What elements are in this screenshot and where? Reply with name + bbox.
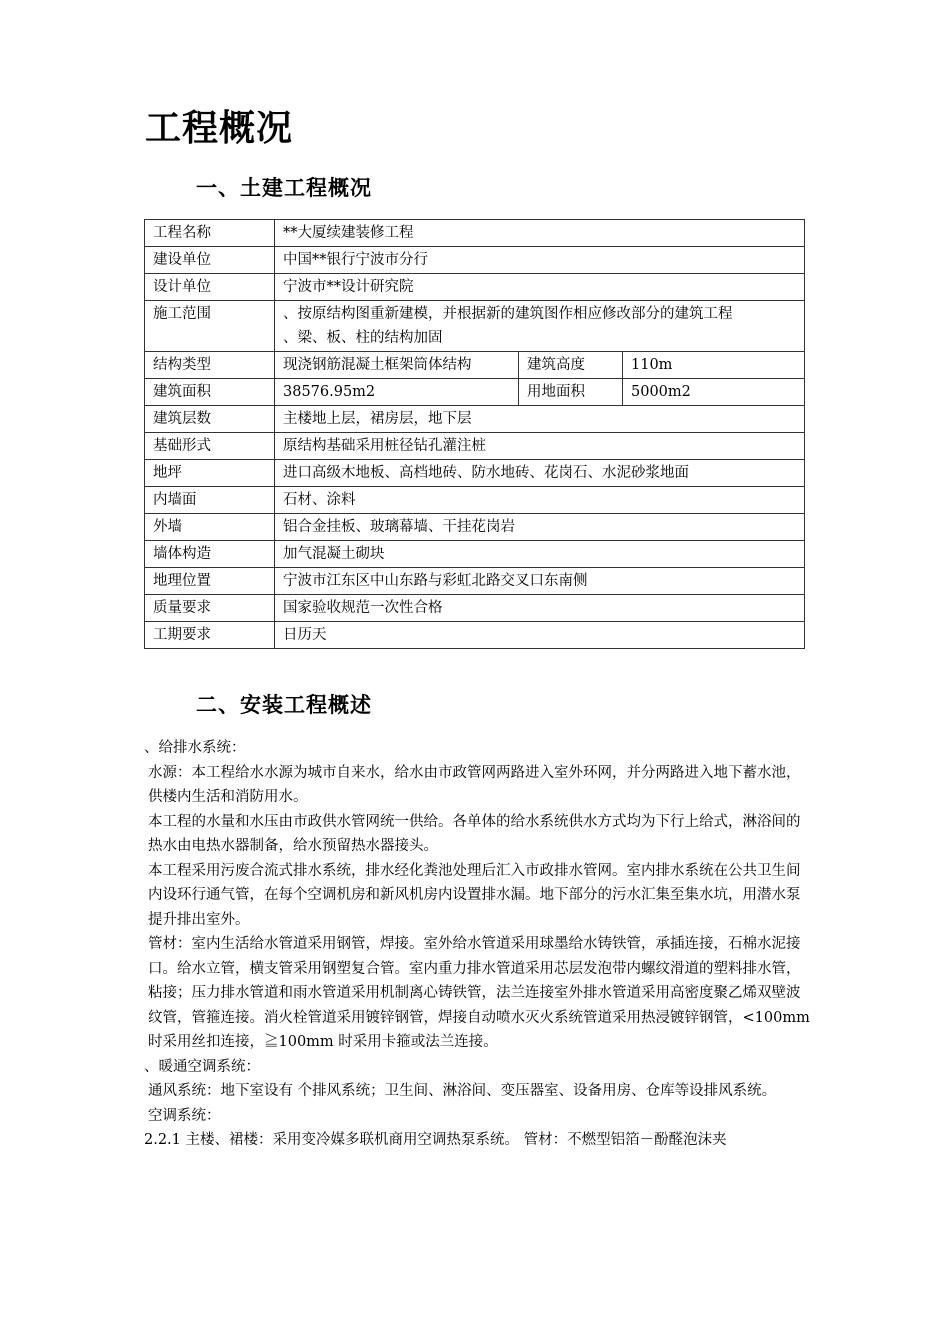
- table-label: 施工范围: [145, 301, 275, 352]
- table-value: 石材、涂料: [275, 487, 805, 514]
- table-value: 中国**银行宁波市分行: [275, 247, 805, 274]
- table-label: 内墙面: [145, 487, 275, 514]
- table-label: 工程名称: [145, 220, 275, 247]
- table-label: 地坪: [145, 460, 275, 487]
- table-label: 设计单位: [145, 274, 275, 301]
- table-row: [145, 514, 805, 541]
- table-label: 结构类型: [145, 352, 275, 379]
- table-row: [145, 595, 805, 622]
- paragraph: 水源：本工程给水水源为城市自来水，给水由市政管网两路进入室外环网，并分两路进入地下蓄水池，供楼内生活和消防用水。: [148, 764, 801, 805]
- paragraph: 空调系统：: [148, 1107, 221, 1124]
- table-row: [145, 379, 805, 406]
- table-label: 地理位置: [145, 568, 275, 595]
- table-label: 外墙: [145, 514, 275, 541]
- project-info-table: [144, 219, 805, 649]
- table-value: 国家验收规范一次性合格: [275, 595, 805, 622]
- paragraph: 通风系统：地下室设有 个排风系统；卫生间、淋浴间、变压器室、设备用房、仓库等设排风系统。: [148, 1083, 777, 1099]
- table-value: 110m: [623, 352, 805, 379]
- table-value: 5000m2: [623, 379, 805, 406]
- table-row: [145, 220, 805, 247]
- paragraph: 2.2.1 主楼、裙楼：采用变冷媒多联机商用空调热泵系统。 管材：不燃型铝箔－酚醛泡沫夹: [144, 1132, 727, 1148]
- table-row: [145, 247, 805, 274]
- table-value: 进口高级木地板、高档地砖、防水地砖、花岗石、水泥砂浆地面: [275, 460, 805, 487]
- table-label: 建筑高度: [519, 352, 623, 379]
- table-row: [145, 406, 805, 433]
- table-label: 基础形式: [145, 433, 275, 460]
- table-label: 建设单位: [145, 247, 275, 274]
- paragraph: 管材：室内生活给水管道采用钢管，焊接。室外给水管道采用球墨给水铸铁管，承插连接，石棉水泥接口。给水立管，横支管采用钢塑复合管。室内重力排水管道采用芯层发泡带内螺纹滑道的塑料排水管，粘接；压力排水管道和雨水管道采用机制离心铸铁管，法兰连接室外排水管道采用高密度聚乙烯双壁波纹管，管箍连接。消火栓管道采用镀锌钢管，焊接自动喷水灭火系统管道采用热浸镀锌钢管，<100mm 时采用丝扣连接，≧100mm 时采用卡箍或法兰连接。: [148, 936, 810, 1050]
- table-label: 建筑面积: [145, 379, 275, 406]
- table-label: 质量要求: [145, 595, 275, 622]
- table-row: [145, 460, 805, 487]
- page-title: 工程概况: [145, 107, 294, 149]
- table-label: 建筑层数: [145, 406, 275, 433]
- table-row: [145, 274, 805, 301]
- table-value: 加气混凝土砌块: [275, 541, 805, 568]
- table-row: [145, 352, 805, 379]
- table-value: 38576.95m2: [275, 379, 519, 406]
- section-heading-civil: 一、土建工程概况: [196, 175, 372, 200]
- table-value: 铝合金挂板、玻璃幕墙、干挂花岗岩: [275, 514, 805, 541]
- table-row: [145, 568, 805, 595]
- table-value: 现浇钢筋混凝土框架筒体结构: [275, 352, 519, 379]
- table-label: 工期要求: [145, 622, 275, 649]
- table-value: 原结构基础采用桩径钻孔灌注桩: [275, 433, 805, 460]
- scope-line: 、梁、板、柱的结构加固: [283, 330, 443, 346]
- table-row: [145, 622, 805, 649]
- table-value: 日历天: [275, 622, 805, 649]
- paragraph: 、给排水系统：: [144, 740, 246, 756]
- table-value: 主楼地上层，裙房层，地下层: [275, 406, 805, 433]
- paragraph: 、暖通空调系统：: [144, 1058, 260, 1075]
- section-heading-installation: 二、安装工程概述: [196, 692, 372, 717]
- table-row: [145, 487, 805, 514]
- installation-body: [144, 736, 812, 1153]
- table-value: 宁波市江东区中山东路与彩虹北路交叉口东南侧: [275, 568, 805, 595]
- table-row: [145, 433, 805, 460]
- table-label: 墙体构造: [145, 541, 275, 568]
- table-value: **大厦续建装修工程: [275, 220, 805, 247]
- table-label: 用地面积: [519, 379, 623, 406]
- table-value: [275, 301, 805, 352]
- table-row: [145, 541, 805, 568]
- table-row: [145, 301, 805, 352]
- scope-line: 、按原结构图重新建模，并根据新的建筑图作相应修改部分的建筑工程: [283, 306, 733, 322]
- table-value: 宁波市**设计研究院: [275, 274, 805, 301]
- paragraph: 本工程采用污废合流式排水系统，排水经化粪池处理后汇入市政排水管网。室内排水系统在公共卫生间内设环行通气管，在每个空调机房和新风机房内设置排水漏。地下部分的污水汇集至集水坑，用潜水泵提升排出室外。: [148, 862, 801, 928]
- paragraph: 本工程的水量和水压由市政供水管网统一供给。各单体的给水系统供水方式均为下行上给式，淋浴间的热水由电热水器制备，给水预留热水器接头。: [148, 813, 801, 854]
